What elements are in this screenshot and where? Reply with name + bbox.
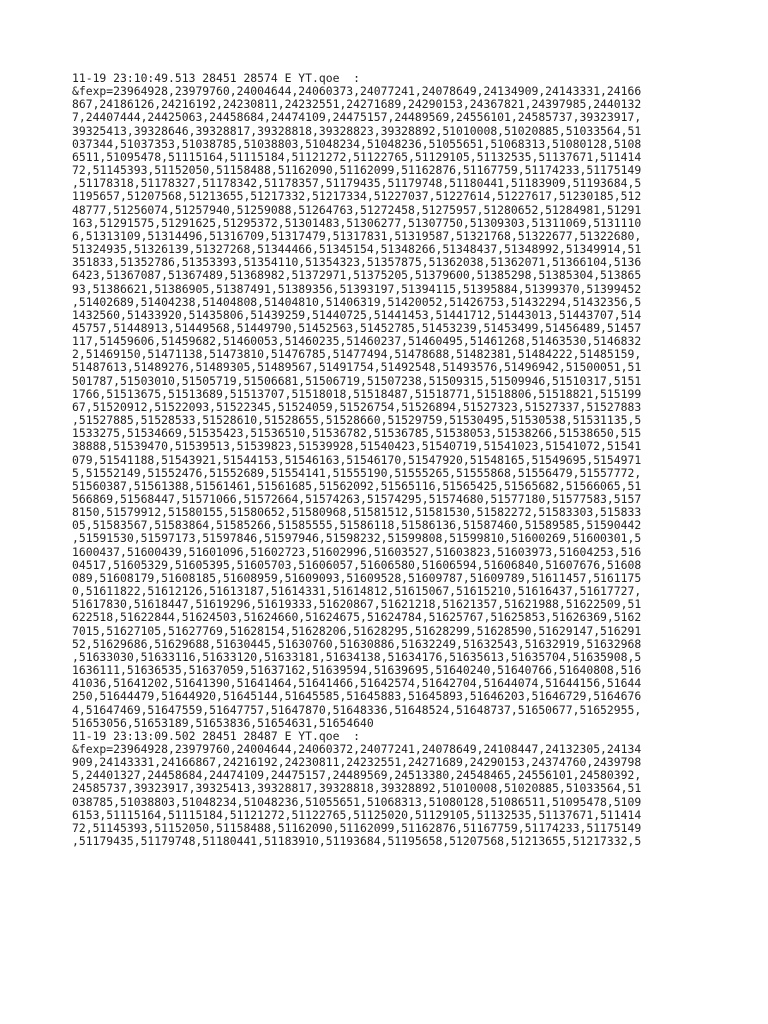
log-line: 163,51291575,51291625,51295372,51301483,51306277,51307750,51309303,51311069,5131110 bbox=[72, 215, 642, 230]
log-line: 38888,51539470,51539513,51539823,51539928,51540423,51540719,51541023,51541072,51541 bbox=[72, 439, 642, 454]
log-line: 038785,51038803,51048234,51048236,51055651,51068313,51080128,51086511,51095478,5109 bbox=[72, 794, 642, 809]
log-line: 51653056,51653189,51653836,51654631,51654640 bbox=[72, 715, 374, 730]
log-line: ,51179435,51179748,51180441,51183910,51193684,51195658,51207568,51213655,51217332,5 bbox=[72, 834, 642, 849]
log-line: 6153,51115164,51115184,51121272,51122765,51125020,51129105,51132535,51137671,511414 bbox=[72, 807, 642, 822]
log-line: 72,51145393,51152050,51158488,51162090,51162099,51162876,51167759,51174233,51175149 bbox=[72, 820, 642, 835]
log-line: &fexp=23964928,23979760,24004644,24060372,24077241,24078649,24108447,24132305,24134 bbox=[72, 741, 642, 756]
log-line: 45757,51448913,51449568,51449790,51452563,51452785,51453239,51453499,51456489,51457 bbox=[72, 320, 642, 335]
log-line: 4,51647469,51647559,51647757,51647870,51648336,51648524,51648737,51650677,51652955, bbox=[72, 702, 642, 717]
log-line: 41036,51641202,51641390,51641464,51641466,51642574,51642704,51644074,51644156,51644 bbox=[72, 676, 642, 691]
log-line: ,51402689,51404238,51404808,51404810,51406319,51420052,51426753,51432294,51432356,5 bbox=[72, 294, 642, 309]
log-line: 05,51583567,51583864,51585266,51585555,51586118,51586136,51587460,51589585,51590442 bbox=[72, 518, 642, 533]
log-line: 1766,51513675,51513689,51513707,51518018,51518487,51518771,51518806,51518821,515199 bbox=[72, 386, 642, 401]
log-line: 52,51629686,51629688,51630445,51630760,51630886,51632249,51632543,51632919,51632968 bbox=[72, 636, 642, 651]
log-line: 72,51145393,51152050,51158488,51162090,51162099,51162876,51167759,51174233,51175149 bbox=[72, 163, 642, 178]
log-line: 117,51459606,51459682,51460053,51460235,51460237,51460495,51461268,51463530,5146832 bbox=[72, 334, 642, 349]
log-line: 909,24143331,24166867,24216192,24230811,24232551,24271689,24290153,24374760,2439798 bbox=[72, 755, 642, 770]
log-line: 2,51469150,51471138,51473810,51476785,51477494,51478688,51482381,51484222,51485159, bbox=[72, 347, 642, 362]
log-line: ,51591530,51597173,51597846,51597946,51598232,51599808,51599810,51600269,51600301,5 bbox=[72, 531, 642, 546]
log-line: 0,51611822,51612126,51613187,51614331,51614812,51615067,51615210,51616437,51617727, bbox=[72, 584, 642, 599]
log-line: 1600437,51600439,51601096,51602723,51602996,51603527,51603823,51603973,51604253,516 bbox=[72, 544, 642, 559]
log-line: ,51633030,51633116,51633120,51633181,51634138,51634176,51635613,51635704,51635908,5 bbox=[72, 649, 642, 664]
log-line: 1195657,51207568,51213655,51217332,51217334,51227037,51227614,51227617,51230185,512 bbox=[72, 189, 642, 204]
log-line: 351833,51352786,51353393,51354110,51354323,51357875,51362038,51362071,51366104,5136 bbox=[72, 255, 642, 270]
log-line: 1533275,51534669,51535423,51536510,51536782,51536785,51538053,51538266,51538650,515 bbox=[72, 426, 642, 441]
log-line: 089,51608179,51608185,51608959,51609093,51609528,51609787,51609789,51611457,5161175 bbox=[72, 570, 642, 585]
log-line: ,51527885,51528533,51528610,51528655,51528660,51529759,51530495,51530538,51531135,5 bbox=[72, 413, 642, 428]
log-line: 1636111,51636535,51637059,51637162,51639594,51639695,51640240,51640766,51640808,516 bbox=[72, 663, 642, 678]
log-line: 250,51644479,51644920,51645144,51645585,51645883,51645893,51646203,51646729,5164676 bbox=[72, 689, 642, 704]
log-line: 24585737,39323917,39325413,39328817,39328818,39328892,51010008,51020885,51033564,51 bbox=[72, 781, 642, 796]
log-line: 5,24401327,24458684,24474109,24475157,24489569,24513380,24548465,24556101,24580392, bbox=[72, 768, 642, 783]
log-line: 11-19 23:10:49.513 28451 28574 E YT.qoe : bbox=[72, 71, 361, 85]
log-line: 566869,51568447,51571066,51572664,51574263,51574295,51574680,51577180,51577583,5157 bbox=[72, 492, 642, 506]
log-line: &fexp=23964928,23979760,24004644,24060373,24077241,24078649,24134909,24143331,24166 bbox=[72, 84, 642, 99]
log-line: 93,51386621,51386905,51387491,51389356,51393197,51394115,51395884,51399370,51399452 bbox=[72, 281, 642, 296]
log-line: 501787,51503010,51505719,51506681,51506719,51507238,51509315,51509946,51510317,5151 bbox=[72, 373, 642, 388]
log-line: 6423,51367087,51367489,51368982,51372971,51375205,51379600,51385298,51385304,513865 bbox=[72, 268, 642, 283]
log-line: 1432560,51433920,51435806,51439259,51440725,51441453,51441712,51443013,51443707,514 bbox=[72, 307, 642, 322]
log-line: 04517,51605329,51605395,51605703,51606057,51606580,51606594,51606840,51607676,51608 bbox=[72, 557, 642, 572]
log-line: 39325413,39328646,39328817,39328818,39328823,39328892,51010008,51020885,51033564,51 bbox=[72, 123, 642, 138]
log-line: 67,51520912,51522093,51522345,51524059,51526754,51526894,51527323,51527337,51527883 bbox=[72, 399, 642, 414]
log-line: 079,51541188,51543921,51544153,51546163,51546170,51547920,51548165,51549695,5154971 bbox=[72, 452, 642, 467]
log-line: 622518,51622844,51624503,51624660,51624675,51624784,51625767,51625853,51626369,5162 bbox=[72, 610, 642, 625]
log-line: 51560387,51561388,51561461,51561685,51562092,51565116,51565425,51565682,51566065,51 bbox=[72, 478, 642, 493]
log-line: 51617830,51618447,51619296,51619333,51620867,51621218,51621357,51621988,51622509,51 bbox=[72, 597, 642, 612]
log-line: 11-19 23:13:09.502 28451 28487 E YT.qoe : bbox=[72, 728, 361, 743]
log-line: 5,51552149,51552476,51552689,51554141,51555190,51555265,51555868,51556479,51557772, bbox=[72, 465, 642, 480]
log-line: 6,51313109,51314496,51316709,51317479,51317831,51319587,51321768,51322677,51322680, bbox=[72, 228, 642, 243]
log-line: 867,24186126,24216192,24230811,24232551,24271689,24290153,24367821,24397985,2440132 bbox=[72, 97, 642, 112]
log-line: 8150,51579912,51580155,51580652,51580968,51581512,51581530,51582272,51583303,515833 bbox=[72, 505, 642, 520]
log-line: 7015,51627105,51627769,51628154,51628206,51628295,51628299,51628590,51629147,516291 bbox=[72, 623, 642, 638]
log-text-page bbox=[72, 72, 696, 848]
log-line: 48777,51256074,51257940,51259088,51264763,51272458,51275957,51280652,51284981,51291 bbox=[72, 202, 642, 217]
log-line: ,51178318,51178327,51178342,51178357,51179435,51179748,51180441,51183909,51193684,5 bbox=[72, 176, 642, 191]
log-line: 037344,51037353,51038785,51038803,51048234,51048236,51055651,51068313,51080128,5108 bbox=[72, 136, 642, 151]
log-line: 51324935,51326139,51327268,51344466,51345154,51348266,51348437,51348992,51349914,51 bbox=[72, 242, 642, 257]
log-line: 51487613,51489276,51489305,51489567,51491754,51492548,51493576,51496942,51500051,51 bbox=[72, 360, 642, 375]
log-line: 6511,51095478,51115164,51115184,51121272,51122765,51129105,51132535,51137671,511414 bbox=[72, 149, 642, 164]
log-line: 7,24407444,24425063,24458684,24474109,24475157,24489569,24556101,24585737,39323917, bbox=[72, 110, 642, 125]
